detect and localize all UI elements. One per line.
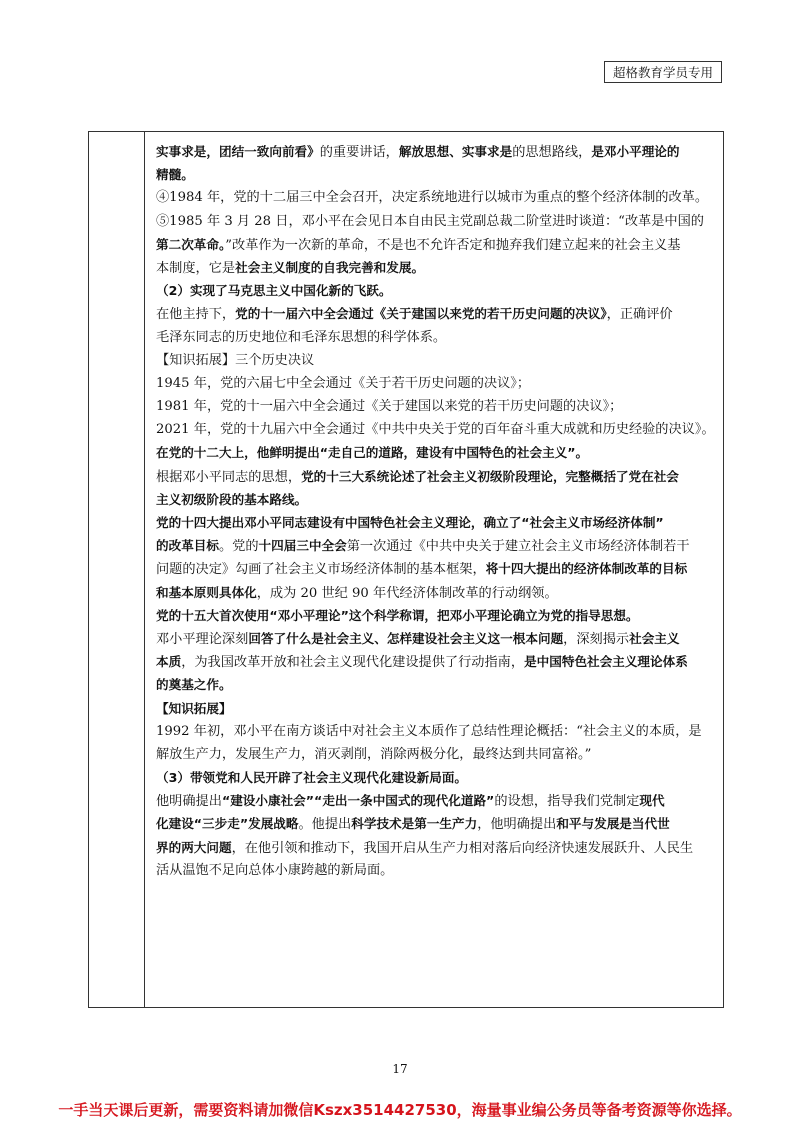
bold-text-segment: 是中国特色社会主义理论体系 — [524, 654, 688, 670]
text-segment: 2021 年，党的十九届六中全会通过《中共中央关于党的百年奋斗重大成就和历史经验的决议》。 — [156, 422, 715, 438]
text-line — [156, 650, 716, 673]
bold-text-segment: 党的十四大提出邓小平同志建设有中国特色社会主义理论，确立了“社会主义市场经济体制” — [156, 515, 664, 530]
text-segment: 第一次通过《中共中央关于建立社会主义市场经济体制若干 — [346, 539, 690, 555]
text-segment: 【知识拓展】三个历史决议 — [156, 352, 315, 368]
bold-text-segment: 将十四大提出的经济体制改革的目标 — [485, 561, 688, 577]
text-segment: 在他主持下， — [156, 307, 236, 323]
text-segment: 问题的决定》勾画了社会主义市场经济体制的基本框架， — [156, 562, 486, 578]
text-line — [156, 766, 716, 789]
text-line — [156, 465, 716, 488]
text-segment: ”改革作为一次新的革命，不是也不允许否定和抛弃我们建立起来的社会主义基 — [225, 237, 681, 253]
text-segment: 他明确提出 — [156, 794, 222, 810]
footer-notice: 一手当天课后更新，需要资料请加微信Kszx3514427530，海量事业编公务员等备考资源等你选择。 — [58, 1101, 742, 1119]
text-segment: 的思想路线， — [512, 145, 592, 160]
text-segment: 毛泽东同志的历史地位和毛泽东思想的科学体系。 — [156, 329, 447, 345]
bold-text-segment: 党的十一届六中全会通过《关于建国以来党的若干历史问题的决议》 — [235, 306, 607, 322]
table-content-cell — [156, 140, 716, 882]
bold-text-segment: 界的两大问题 — [156, 839, 232, 855]
text-line — [156, 279, 716, 302]
text-segment: 根据邓小平同志的思想， — [156, 469, 302, 485]
page-number: 17 — [392, 1062, 408, 1076]
text-line — [156, 789, 716, 812]
text-segment: ，在他引领和推动下，我国开启从生产力相对落后向经济快速发展跃升、人民生 — [231, 840, 694, 856]
text-segment: ，成为 20 世纪 90 年代经济体制改革的行动纲领。 — [256, 585, 558, 601]
text-line — [156, 488, 716, 511]
bold-text-segment: 科学技术是第一生产力 — [351, 816, 478, 832]
text-line — [156, 836, 716, 859]
bold-text-segment: 回答了什么是社会主义、怎样建设社会主义这一根本问题 — [248, 630, 564, 646]
text-segment: ⑤1985 年 3 月 28 日，邓小平在会见日本自由民主党副总裁二阶堂进时谈道：“改革是中国的 — [156, 213, 704, 229]
text-segment: ，他明确提出 — [477, 817, 557, 833]
text-line — [156, 581, 716, 604]
bold-text-segment: “建设小康社会”“走出一条中国式的现代化道路” — [221, 793, 495, 809]
text-segment: ，正确评价 — [606, 307, 673, 323]
text-line — [156, 163, 716, 186]
text-line — [156, 349, 716, 372]
text-line — [156, 534, 716, 557]
text-line — [156, 697, 716, 720]
header-badge: 超格教育学员专用 — [604, 61, 722, 83]
text-segment: 的重要讲话， — [319, 145, 399, 160]
text-line — [156, 604, 716, 627]
bold-text-segment: （3）带领党和人民开辟了社会主义现代化建设新局面。 — [156, 770, 468, 786]
text-line — [156, 140, 716, 163]
bold-text-segment: 【知识拓展】 — [156, 700, 232, 716]
text-segment: 1992 年初，邓小平在南方谈话中对社会主义本质作了总结性理论概括：“社会主义的本质，是 — [156, 723, 702, 739]
text-segment: 。党的 — [218, 539, 259, 555]
bold-text-segment: 和平与发展是当代世 — [556, 816, 670, 832]
bold-text-segment: 化建设“三步走”发展战略 — [156, 816, 299, 832]
text-segment: ④1984 年，党的十二届三中全会召开，决定系统地进行以城市为重点的整个经济体制的改革。 — [156, 190, 709, 206]
table-left-column — [89, 132, 145, 1007]
content-table — [88, 131, 724, 1008]
text-line — [156, 395, 716, 418]
bold-text-segment: 党的十三大系统论述了社会主义初级阶段理论，完整概括了党在社会 — [301, 468, 679, 484]
text-line — [156, 302, 716, 325]
bold-text-segment: 在党的十二大上，他鲜明提出“走自己的道路，建设有中国特色的社会主义”。 — [156, 445, 589, 461]
text-line — [156, 743, 716, 766]
text-segment: 。他提出 — [298, 817, 352, 833]
text-segment: 1945 年，党的六届七中全会通过《关于若干历史问题的决议》； — [156, 375, 531, 391]
bold-text-segment: 十四届三中全会 — [258, 538, 347, 554]
text-segment: ，为我国改革开放和社会主义现代化建设提供了行动指南， — [181, 655, 525, 671]
text-line — [156, 210, 716, 233]
text-line — [156, 326, 716, 349]
bold-text-segment: 主义初级阶段的基本路线。 — [156, 491, 308, 507]
text-segment: ，深刻揭示 — [563, 631, 630, 647]
text-line — [156, 557, 716, 580]
text-line — [156, 673, 716, 696]
text-line — [156, 186, 716, 209]
text-line — [156, 441, 716, 464]
text-line — [156, 233, 716, 256]
bold-text-segment: 是邓小平理论的 — [591, 144, 680, 159]
bold-text-segment: 社会主义 — [629, 630, 680, 646]
text-line — [156, 511, 716, 534]
bold-text-segment: 实事求是，团结一致向前看》 — [156, 144, 320, 159]
text-segment: 1981 年，党的十一届六中全会通过《关于建国以来党的若干历史问题的决议》； — [156, 399, 623, 415]
text-line — [156, 627, 716, 650]
bold-text-segment: 第二次革命。 — [156, 236, 226, 252]
bold-text-segment: （2）实现了马克思主义中国化新的飞跃。 — [156, 283, 392, 299]
text-segment: 的设想，指导我们党制定 — [494, 794, 640, 810]
bold-text-segment: 的改革目标 — [156, 538, 219, 554]
text-line — [156, 859, 716, 882]
text-line — [156, 720, 716, 743]
text-line — [156, 812, 716, 835]
bold-text-segment: 本质 — [156, 654, 182, 670]
bold-text-segment: 社会主义制度的自我完善和发展。 — [235, 259, 425, 275]
bold-text-segment: 和基本原则具体化 — [156, 584, 257, 600]
text-line — [156, 256, 716, 279]
bold-text-segment: 现代 — [639, 793, 665, 809]
text-segment: 解放生产力，发展生产力，消灭剥削，消除两极分化，最终达到共同富裕。” — [156, 746, 592, 762]
bold-text-segment: 解放思想、实事求是 — [398, 144, 513, 159]
text-line — [156, 418, 716, 441]
text-segment: 邓小平理论深刻 — [156, 631, 249, 647]
text-segment: 活从温饱不足向总体小康跨越的新局面。 — [156, 862, 394, 878]
bold-text-segment: 党的十五大首次使用“邓小平理论”这个科学称谓，把邓小平理论确立为党的指导思想。 — [156, 607, 639, 623]
text-line — [156, 372, 716, 395]
text-segment: 本制度，它是 — [156, 260, 236, 276]
bold-text-segment: 的奠基之作。 — [156, 677, 232, 693]
bold-text-segment: 精髓。 — [156, 167, 194, 183]
